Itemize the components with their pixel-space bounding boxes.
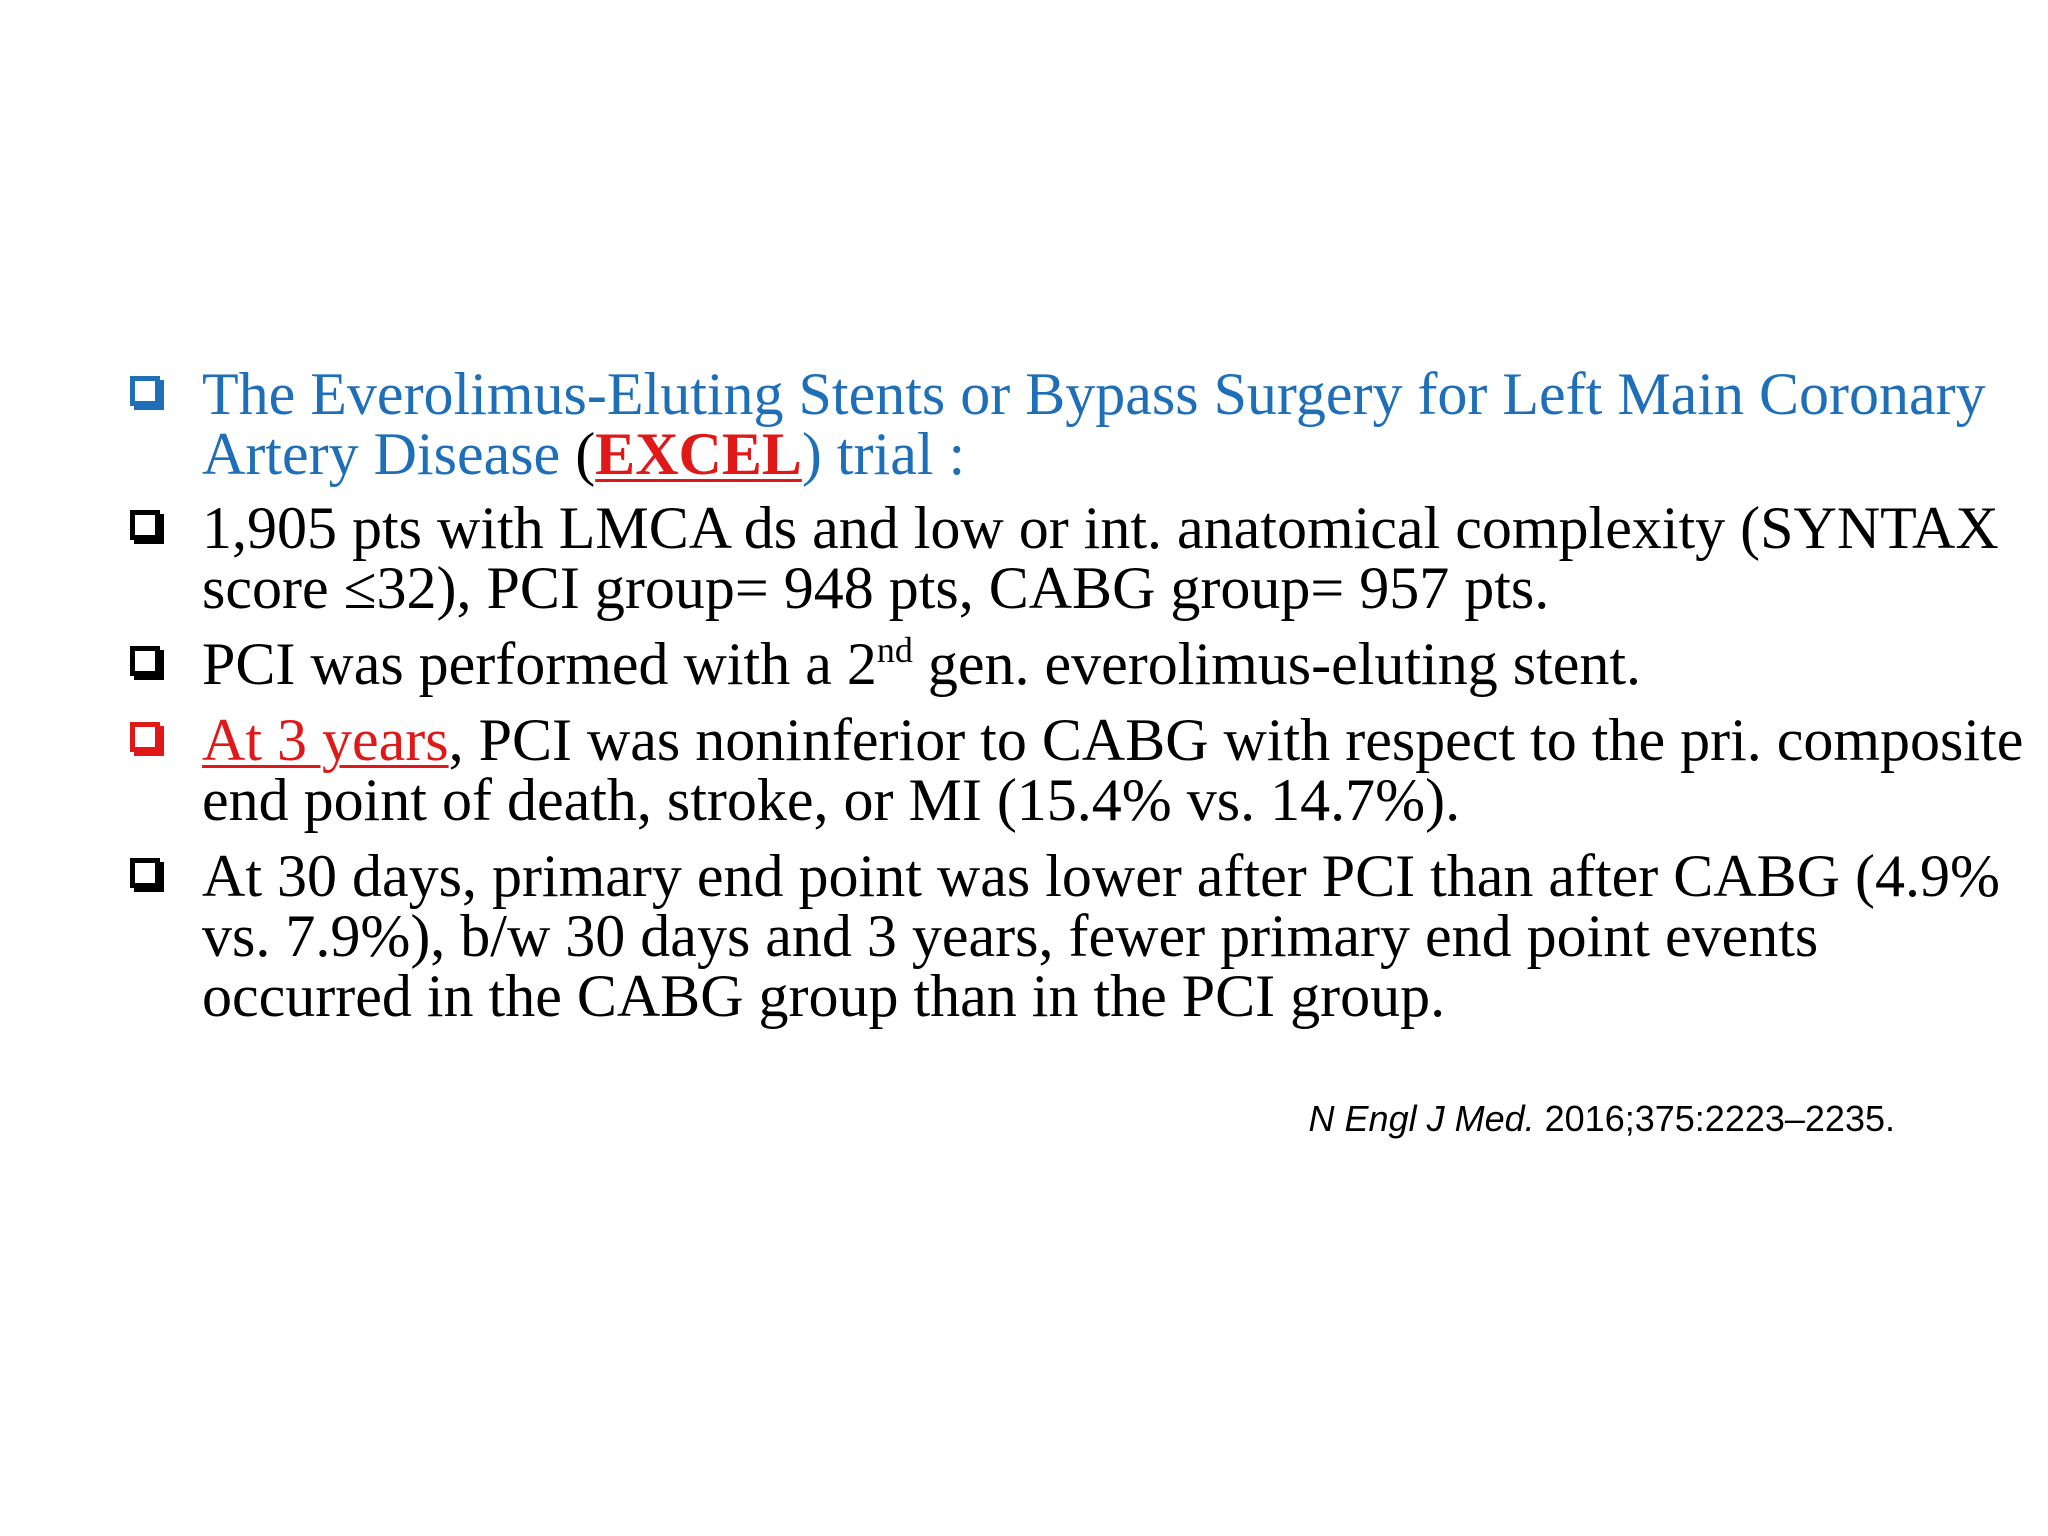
checkbox-bullet-icon — [130, 722, 160, 752]
population-text: 1,905 pts with LMCA ds and low or int. anatomical complexity (SYNTAX score ≤32), PCI group= 948 pts, CABG group= 957 pts. — [202, 495, 1999, 621]
citation — [1309, 1098, 1895, 1140]
three-year-text: , PCI was noninferior to CABG with respect to the pri. composite end point of death, stroke, or MI (15.4% vs. 14.7%). — [202, 707, 2024, 833]
checkbox-bullet-icon — [130, 510, 160, 540]
stent-text-post: gen. everolimus-eluting stent. — [912, 631, 1642, 697]
trial-title: The Everolimus-Eluting Stents or Bypass Surgery for Left Main Coronary Artery Disease — [202, 361, 1986, 487]
three-year-highlight: At 3 years — [202, 707, 449, 773]
checkbox-bullet-icon — [130, 858, 160, 888]
citation-details: 2016;375:2223–2235. — [1534, 1098, 1895, 1139]
bullet-stent — [127, 630, 2027, 697]
checkbox-bullet-icon — [130, 646, 160, 676]
ordinal-superscript: nd — [876, 630, 913, 670]
bullet-trial-name — [127, 361, 2027, 487]
checkbox-bullet-icon — [130, 376, 160, 406]
bullet-three-year-result — [127, 707, 2027, 833]
bullet-list — [127, 361, 2027, 1042]
stent-text-pre: PCI was performed with a 2 — [202, 631, 877, 697]
bullet-thirty-day-result — [127, 843, 2027, 1029]
thirty-day-text: At 30 days, primary end point was lower after PCI than after CABG (4.9% vs. 7.9%), b/w 30 days and 3 years, fewer primary end point events occurred in the CABG group than in the PCI group. — [202, 843, 2000, 1029]
bullet-population — [127, 495, 2027, 621]
citation-journal: N Engl J Med. — [1308, 1098, 1535, 1139]
trial-suffix: ) trial : — [801, 421, 966, 487]
paren-open: ( — [575, 421, 596, 487]
trial-acronym: EXCEL — [595, 421, 802, 487]
